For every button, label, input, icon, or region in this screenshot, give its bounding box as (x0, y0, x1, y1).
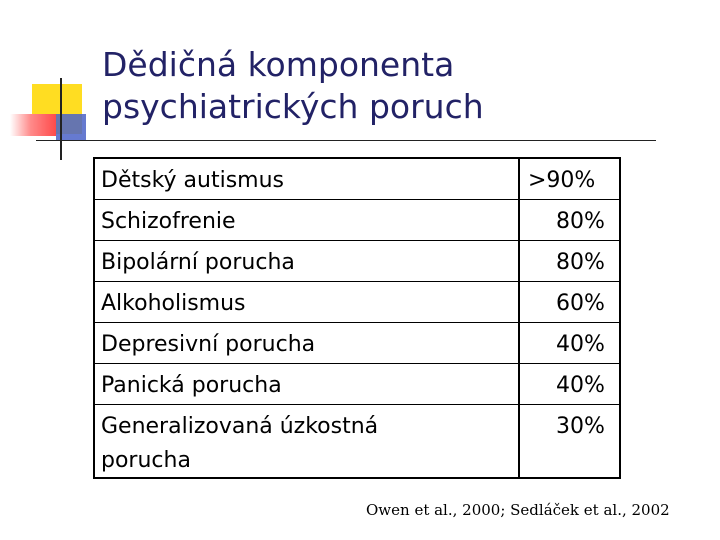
table-row-separator (95, 404, 619, 405)
slide-title-line-2: psychiatrických poruch (102, 87, 484, 126)
heritability-table (93, 157, 621, 479)
decor-red-bar (10, 114, 56, 136)
table-row-separator (95, 363, 619, 364)
table-row-separator (95, 240, 619, 241)
table-row-label-continuation: porucha (101, 448, 191, 473)
table-row-value: 40% (556, 332, 605, 357)
citation: Owen et al., 2000; Sedláček et al., 2002 (366, 501, 670, 519)
decor-horizontal-line (36, 140, 656, 141)
table-row-separator (95, 199, 619, 200)
table-row-label: Schizofrenie (101, 209, 236, 234)
table-row-label: Generalizovaná úzkostná (101, 414, 379, 439)
table-row-value: 30% (556, 414, 605, 439)
table-row-value: >90% (528, 168, 596, 193)
table-row-value: 60% (556, 291, 605, 316)
table-column-divider (518, 159, 520, 477)
table-row-label: Dětský autismus (101, 168, 284, 193)
slide-title-line-1: Dědičná komponenta (102, 45, 455, 84)
table-row-separator (95, 322, 619, 323)
table-row-value: 40% (556, 373, 605, 398)
table-row-label: Alkoholismus (101, 291, 246, 316)
decor-vertical-line (60, 78, 62, 160)
table-row-label: Panická porucha (101, 373, 282, 398)
table-row-label: Depresivní porucha (101, 332, 316, 357)
table-row-value: 80% (556, 250, 605, 275)
table-row-separator (95, 281, 619, 282)
table-row-label: Bipolární porucha (101, 250, 295, 275)
table-row-value: 80% (556, 209, 605, 234)
slide-title (102, 44, 702, 128)
